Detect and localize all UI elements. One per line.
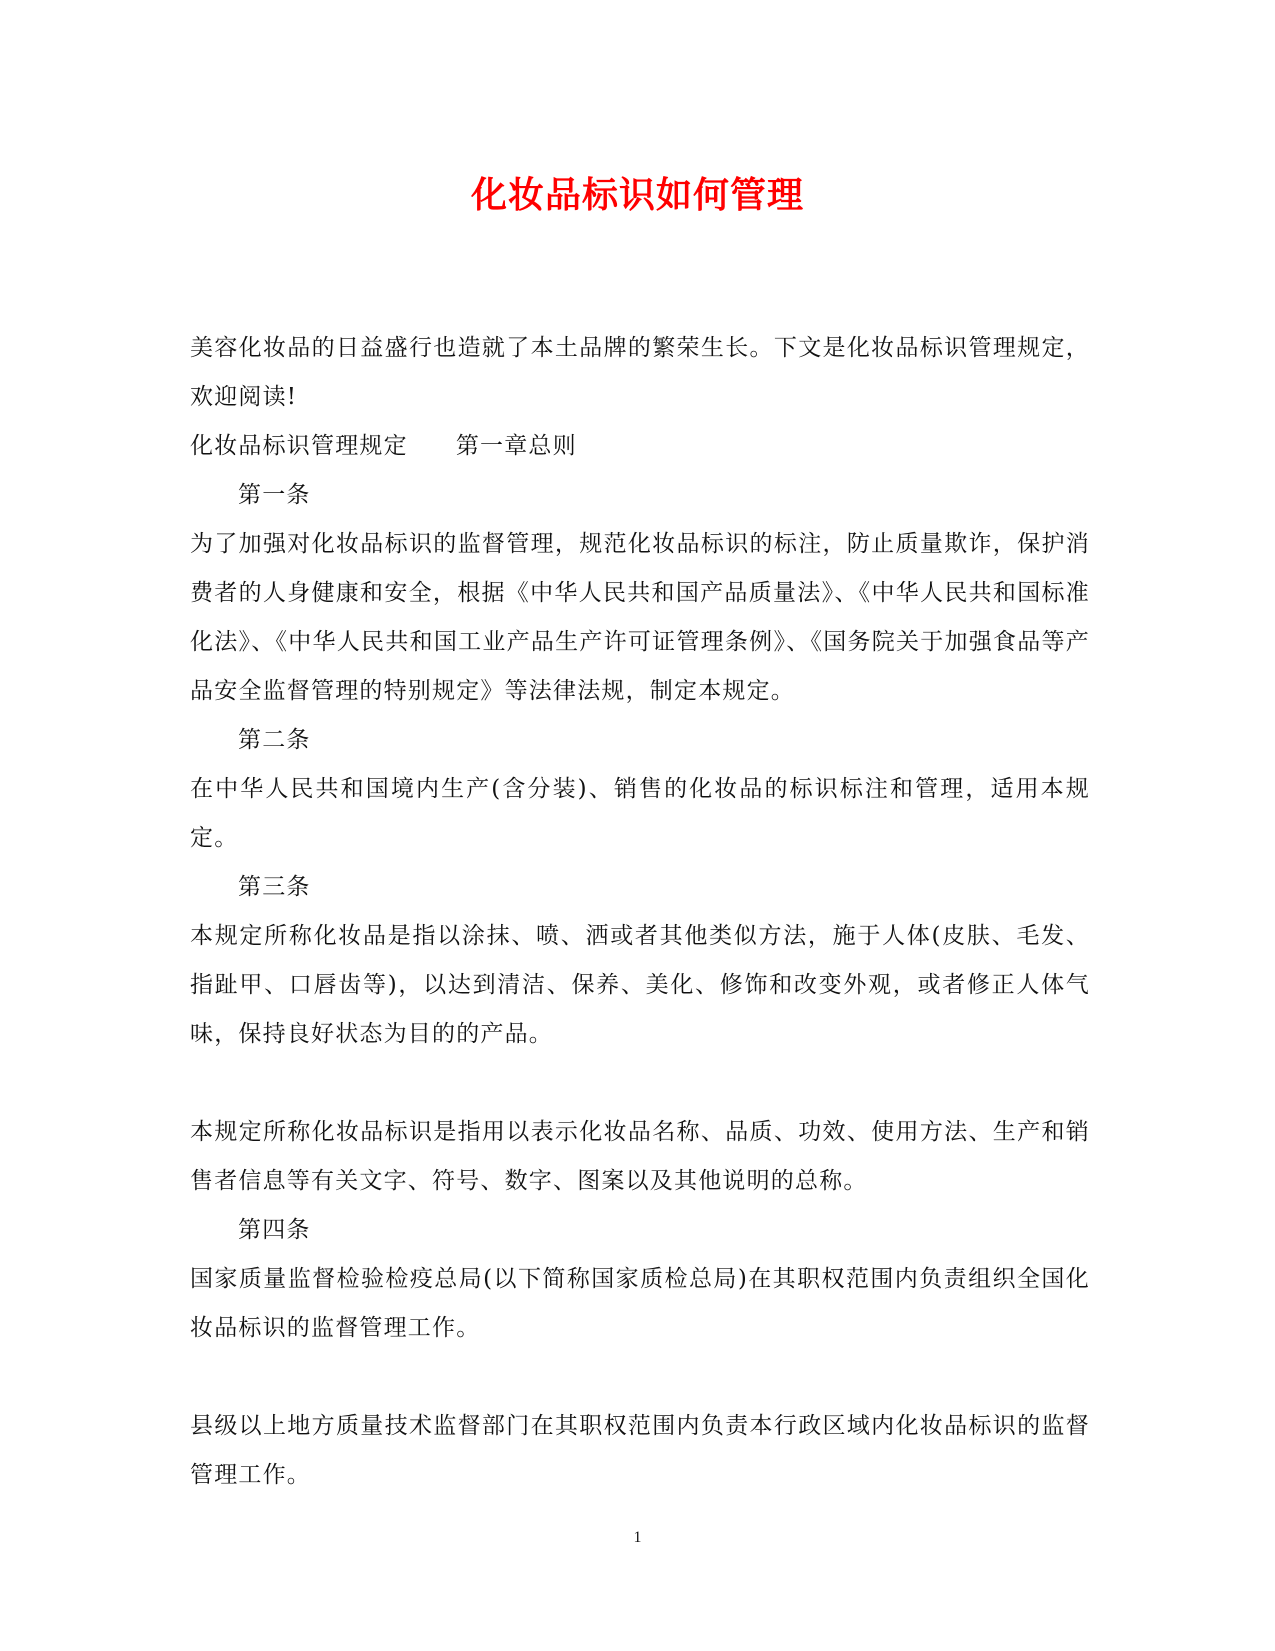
page-number: 1	[633, 1529, 642, 1546]
section-heading: 化妆品标识管理规定	[190, 433, 408, 459]
article-3-text-b: 本规定所称化妆品标识是指用以表示化妆品名称、品质、功效、使用方法、生产和销售者信息等有关文字、符号、数字、图案以及其他说明的总称。	[190, 1119, 1090, 1194]
section-heading-line	[190, 422, 1090, 471]
article-4-label: 第四条	[238, 1217, 311, 1243]
article-3-label: 第三条	[238, 874, 311, 900]
article-4-text-b: 县级以上地方质量技术监督部门在其职权范围内负责本行政区域内化妆品标识的监督管理工作。	[190, 1413, 1090, 1488]
article-1-text: 为了加强对化妆品标识的监督管理，规范化妆品标识的标注，防止质量欺诈，保护消费者的人身健康和安全，根据《中华人民共和国产品质量法》、《中华人民共和国标准化法》、《中华人民共和国工业产品生产许可证管理条例》、《国务院关于加强食品等产品安全监督管理的特别规定》等法律法规，制定本规定。	[190, 531, 1090, 704]
article-3-text-a: 本规定所称化妆品是指以涂抹、喷、洒或者其他类似方法，施于人体(皮肤、毛发、指趾甲、口唇齿等)，以达到清洁、保养、美化、修饰和改变外观，或者修正人体气味，保持良好状态为目的的产品。	[190, 923, 1090, 1047]
chapter-heading: 第一章总则	[455, 433, 577, 459]
document-title: 化妆品标识如何管理	[470, 174, 804, 216]
paragraph-gap	[190, 1059, 1090, 1108]
document-body	[190, 324, 1090, 1500]
intro-paragraph: 美容化妆品的日益盛行也造就了本土品牌的繁荣生长。下文是化妆品标识管理规定，欢迎阅读!	[190, 335, 1090, 410]
article-2-text: 在中华人民共和国境内生产(含分装)、销售的化妆品的标识标注和管理，适用本规定。	[190, 776, 1090, 851]
paragraph-gap	[190, 1353, 1090, 1402]
article-1-label: 第一条	[238, 482, 311, 508]
article-2-label: 第二条	[238, 727, 311, 753]
article-4-text-a: 国家质量监督检验检疫总局(以下简称国家质检总局)在其职权范围内负责组织全国化妆品标识的监督管理工作。	[190, 1266, 1090, 1341]
